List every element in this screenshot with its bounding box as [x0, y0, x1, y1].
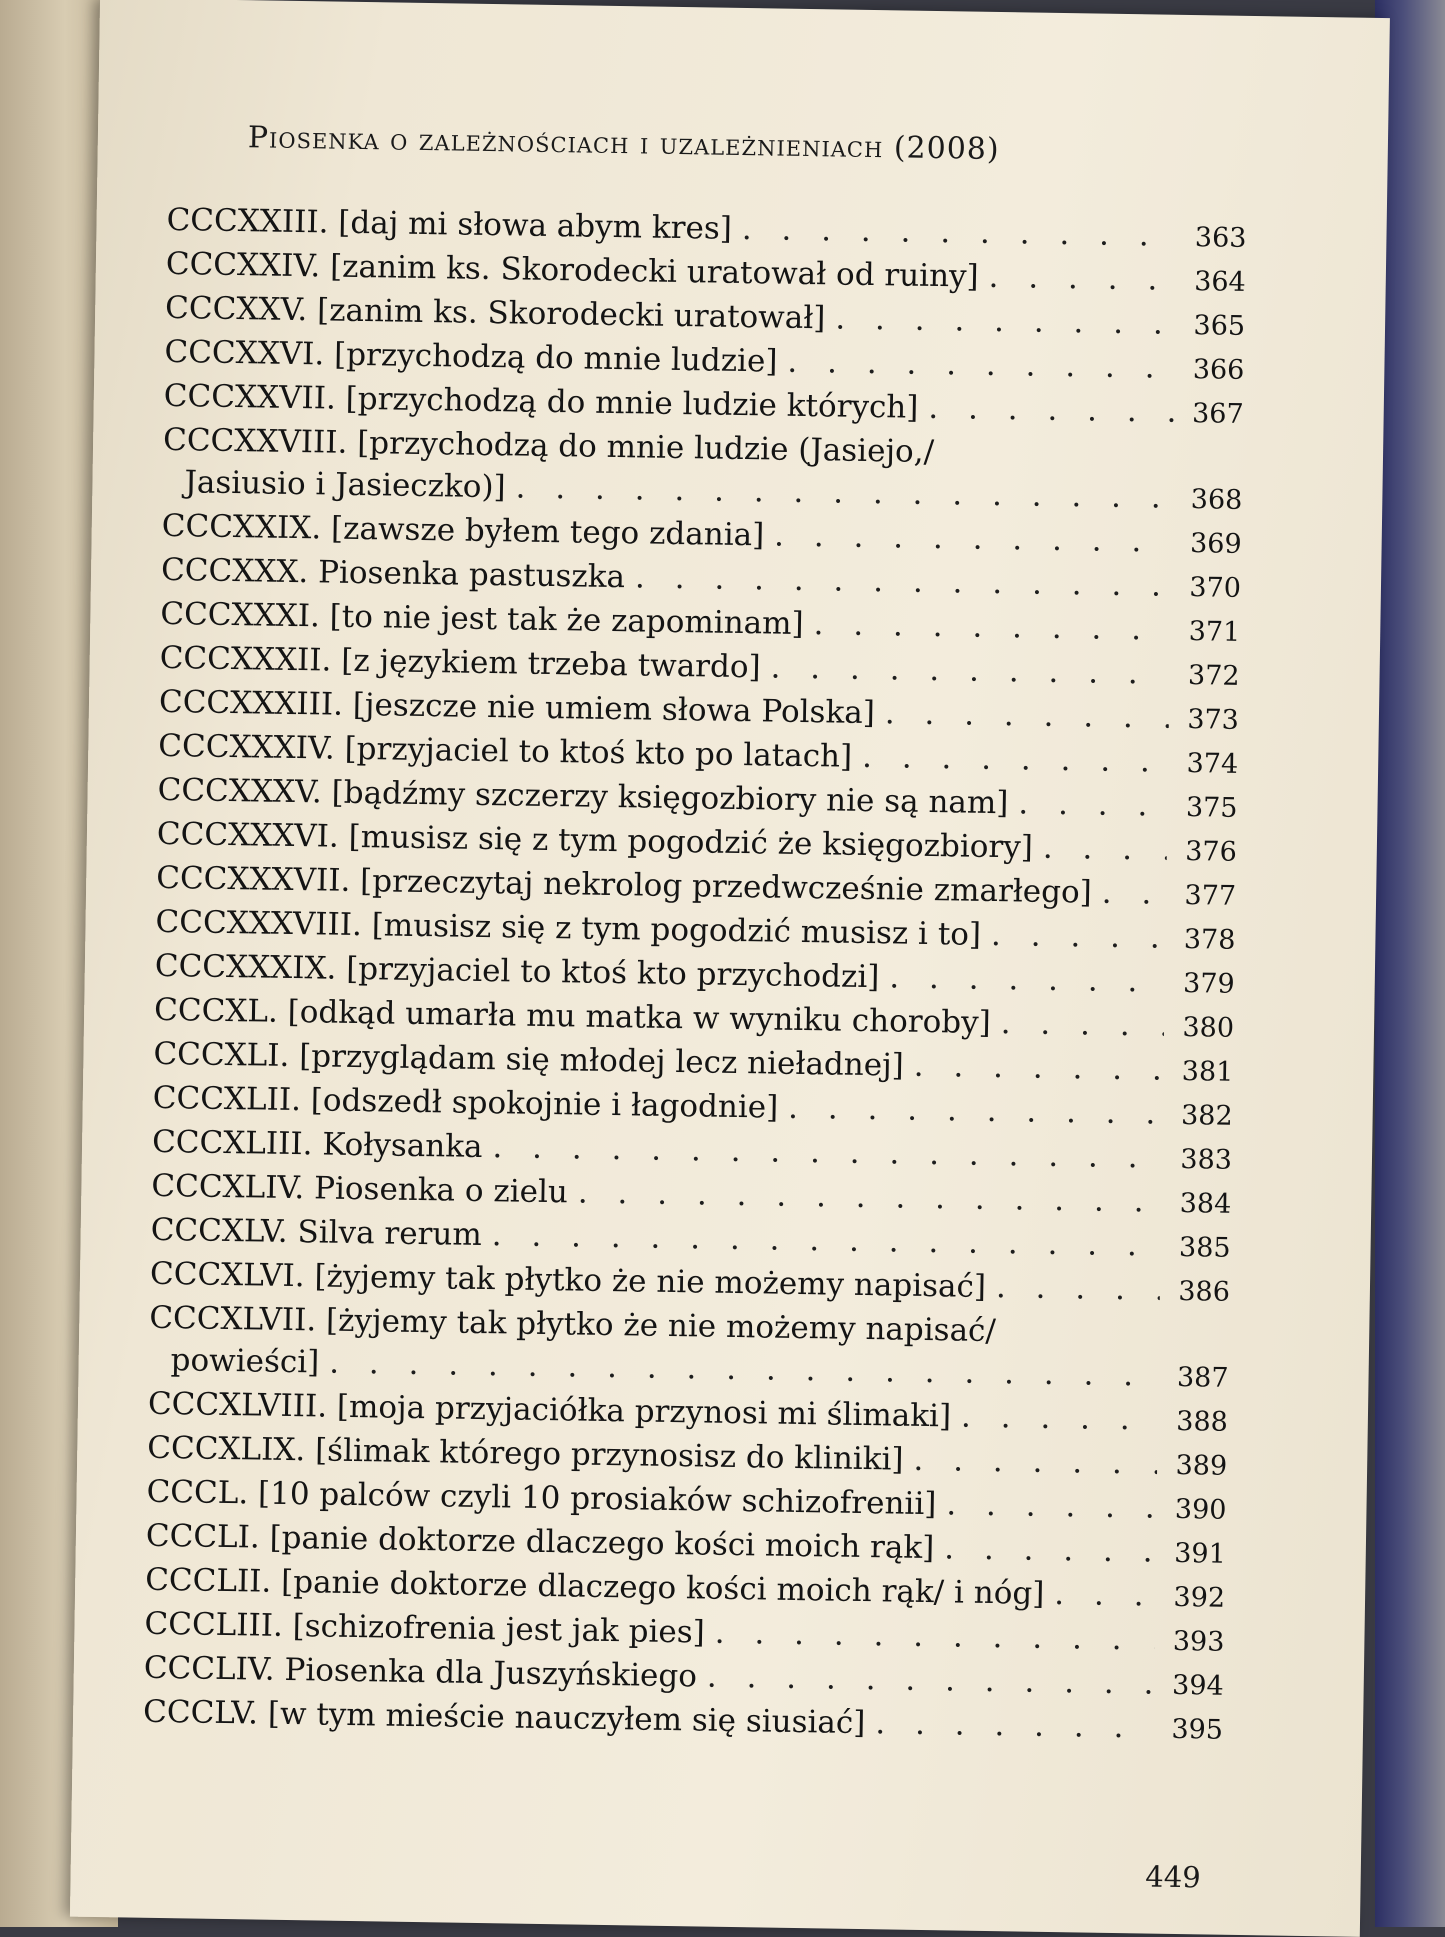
toc-page-number: 370 [1189, 572, 1242, 604]
toc-page-number: 368 [1190, 484, 1243, 516]
toc-entry-title: CCCXXIV. [zanim ks. Skorodecki uratował od ruiny] [165, 245, 979, 295]
toc-entry-title-continued: powieści] [170, 1342, 320, 1381]
toc-entry-title: CCCXXXVII. [przeczytaj nekrolog przedwcześnie zmarłego] [155, 859, 1093, 911]
dot-leader [879, 956, 1165, 1002]
toc-entry-title: CCCXXVIII. [przychodzą do mnie ludzie (Jasiejo,/ [162, 421, 935, 471]
toc-page-number: 366 [1192, 354, 1245, 386]
dot-leader [704, 1612, 1154, 1661]
page-number: 449 [1145, 1859, 1201, 1895]
toc-page-number: 378 [1183, 924, 1236, 956]
toc-page-number: 382 [1180, 1099, 1233, 1132]
toc-entry-title: CCCXXIII. [daj mi słowa abym kres] [166, 201, 733, 247]
dot-leader [777, 341, 1175, 389]
toc-page-number: 380 [1182, 1011, 1235, 1044]
toc-entry-title: CCCXXV. [zanim ks. Skorodecki uratował] [164, 289, 826, 337]
dot-leader [903, 1439, 1157, 1485]
toc-page-number: 390 [1174, 1493, 1227, 1526]
toc-page-number: 369 [1189, 528, 1242, 560]
toc-entry-title: CCCXLV. Silva rerum [150, 1211, 483, 1254]
toc-entry-title: CCCXXXI. [to nie jest tak że zapominam] [160, 595, 804, 642]
dot-leader [625, 556, 1172, 607]
dot-leader [1091, 872, 1166, 915]
dot-leader [568, 1171, 1162, 1222]
toc-entry-title: CCCXXX. Piosenka pastuszka [160, 551, 626, 596]
toc-page-number: 394 [1171, 1669, 1224, 1702]
toc-page-number: 386 [1178, 1275, 1231, 1308]
toc-entry-title: CCCXXXIX. [przyjaciel to ktoś kto przychodzi] [154, 947, 880, 996]
dot-leader [825, 297, 1175, 344]
dot-leader [852, 736, 1169, 783]
toc-entry-title: CCCXL. [odkąd umarła mu matka w wyniku choroby] [153, 991, 992, 1041]
toc-entry-title: CCCLI. [panie doktorze dlaczego kości moich rąk] [145, 1517, 935, 1567]
dot-leader [778, 1087, 1163, 1135]
toc-page-number: 365 [1193, 310, 1246, 342]
toc-entry-title: CCCXXXV. [bądźmy szczerzy księgozbiory nie są nam] [157, 771, 1009, 822]
dot-leader [981, 914, 1166, 959]
toc-page-number: 388 [1176, 1405, 1229, 1438]
toc-page-number: 392 [1173, 1581, 1226, 1614]
toc-page-number: 393 [1172, 1625, 1225, 1658]
toc-entry [162, 419, 1243, 522]
toc-page-number: 377 [1184, 880, 1237, 912]
dot-leader [732, 208, 1177, 257]
toc-page-number: 374 [1186, 748, 1239, 780]
toc-entry-title: CCCXLIII. Kołysanka [151, 1123, 483, 1166]
dot-leader [697, 1655, 1154, 1704]
toc-entry-title: CCCXXXIII. [jeszcze nie umiem słowa Polska] [158, 683, 876, 732]
toc-page-number: 364 [1193, 266, 1246, 298]
toc-entry-title: CCCLIII. [schizofrenia jest jak pies] [144, 1605, 706, 1651]
toc-page-number: 379 [1182, 968, 1235, 1000]
toc-page-number: 384 [1179, 1187, 1232, 1220]
toc-page-number: 385 [1178, 1231, 1231, 1264]
toc-page-number: 383 [1180, 1143, 1233, 1176]
toc-entry-title: CCCXXVII. [przychodzą do mnie ludzie których] [163, 377, 919, 426]
dot-leader [803, 603, 1170, 651]
toc-entry-title: CCCXLVII. [żyjemy tak płytko że nie możemy napisać/ [149, 1299, 997, 1350]
toc-entry-title: CCCXXXII. [z językiem trzeba twardo] [159, 639, 761, 686]
dot-leader [764, 514, 1172, 562]
toc-page-number: 381 [1181, 1055, 1234, 1088]
table-of-contents [143, 199, 1247, 1752]
toc-entry-title-continued: Jasiusio i Jasieczko)] [184, 464, 506, 506]
toc-page-number: 375 [1185, 792, 1238, 824]
dot-leader [986, 1266, 1161, 1311]
dot-leader [1044, 1573, 1155, 1617]
dot-leader [978, 256, 1176, 301]
toc-page-number: 363 [1194, 222, 1247, 254]
toc-page-number: 376 [1185, 836, 1238, 868]
dot-leader [903, 1045, 1163, 1091]
book-page [70, 0, 1390, 1937]
toc-entry-title: CCCXLI. [przyglądam się młodej lecz nieładnej] [153, 1035, 905, 1084]
dot-leader [865, 1702, 1153, 1749]
running-title: Piosenka o zależnościach i uzależnieniach (2008) [247, 120, 1000, 168]
toc-entry-title: CCCLV. [w tym mieście nauczyłem się siusiać] [142, 1693, 866, 1742]
toc-entry-title: CCCXXXIV. [przyjaciel to ktoś kto po latach] [158, 727, 853, 775]
dot-leader [760, 646, 1170, 694]
dot-leader [1033, 827, 1168, 871]
toc-entry-title: CCCL. [10 palców czyli 10 prosiaków schizofrenii] [146, 1473, 937, 1523]
toc-entry-title: CCCXXIX. [zawsze byłem tego zdania] [161, 507, 765, 554]
toc-entry-title: CCCXLIV. Piosenka o zielu [151, 1167, 569, 1211]
dot-leader [936, 1483, 1157, 1528]
dot-leader [934, 1527, 1156, 1572]
toc-entry-title: CCCLIV. Piosenka dla Juszyńskiego [143, 1649, 698, 1695]
toc-page-number: 387 [1176, 1361, 1229, 1394]
toc-entry [148, 1297, 1229, 1400]
toc-entry-title: CCCXLVI. [żyjemy tak płytko że nie możemy napisać] [149, 1255, 987, 1305]
dot-leader [990, 1002, 1164, 1047]
toc-entry-title: CCCXLIX. [ślimak którego przynosisz do kliniki] [147, 1429, 904, 1478]
toc-page-number: 395 [1171, 1713, 1224, 1746]
toc-page-number: 373 [1187, 704, 1240, 736]
toc-page-number: 367 [1191, 398, 1244, 430]
toc-page-number: 372 [1187, 660, 1240, 692]
toc-page-number: 371 [1188, 616, 1241, 648]
toc-entry-title: CCCXLII. [odszedł spokojnie i łagodnie] [152, 1079, 779, 1126]
toc-entry-title: CCCXLVIII. [moja przyjaciółka przynosi mi ślimaki] [147, 1385, 952, 1435]
dot-leader [951, 1395, 1158, 1440]
toc-entry-title: CCCXXXVIII. [musisz się z tym pogodzić musisz i to] [155, 903, 982, 953]
dot-leader [918, 387, 1174, 433]
dot-leader [1008, 782, 1168, 826]
toc-page-number: 391 [1173, 1537, 1227, 1570]
toc-entry-title: CCCLII. [panie doktorze dlaczego kości moich rąk/ i nóg] [144, 1561, 1045, 1612]
toc-entry-title: CCCXXXVI. [musisz się z tym pogodzić że księgozbiory] [156, 815, 1034, 866]
dot-leader [875, 692, 1170, 739]
toc-entry-title: CCCXXVI. [przychodzą do mnie ludzie] [164, 333, 778, 380]
toc-page-number: 389 [1175, 1449, 1228, 1482]
